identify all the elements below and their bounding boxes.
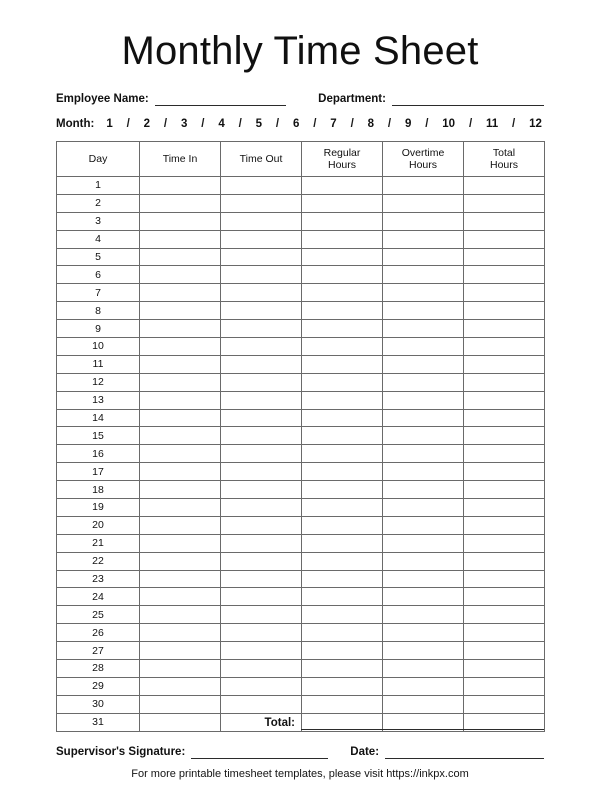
entry-cell-regular-hours[interactable] bbox=[302, 355, 383, 373]
day-cell: 21 bbox=[57, 534, 140, 552]
entry-cell-total-hours[interactable] bbox=[464, 677, 545, 695]
day-cell: 31 bbox=[57, 713, 140, 731]
month-separator: / bbox=[350, 118, 354, 130]
day-cell: 1 bbox=[57, 177, 140, 195]
table-row bbox=[57, 677, 545, 695]
entry-cell-total-hours[interactable] bbox=[464, 463, 545, 481]
entry-cell-time-out[interactable] bbox=[221, 177, 302, 195]
entry-cell-total-hours[interactable] bbox=[464, 212, 545, 230]
entry-cell-total-hours[interactable] bbox=[464, 552, 545, 570]
entry-cell-overtime-hours[interactable] bbox=[383, 660, 464, 678]
entry-cell-time-in[interactable] bbox=[140, 463, 221, 481]
entry-cell-total-hours[interactable] bbox=[464, 445, 545, 463]
day-cell: 23 bbox=[57, 570, 140, 588]
entry-cell-regular-hours[interactable] bbox=[302, 338, 383, 356]
day-cell: 7 bbox=[57, 284, 140, 302]
entry-cell-time-out[interactable] bbox=[221, 230, 302, 248]
entry-cell-time-in[interactable] bbox=[140, 248, 221, 266]
entry-cell-time-in[interactable] bbox=[140, 624, 221, 642]
day-cell: 16 bbox=[57, 445, 140, 463]
entry-cell-total-hours[interactable] bbox=[464, 409, 545, 427]
table-row bbox=[57, 427, 545, 445]
entry-cell-time-out[interactable] bbox=[221, 445, 302, 463]
month-separator: / bbox=[512, 118, 516, 130]
day-cell: 4 bbox=[57, 230, 140, 248]
entry-cell-time-out[interactable] bbox=[221, 481, 302, 499]
entry-cell-overtime-hours[interactable] bbox=[383, 588, 464, 606]
entry-cell-overtime-hours[interactable] bbox=[383, 409, 464, 427]
supervisor-signature-label: Supervisor's Signature: bbox=[56, 746, 186, 758]
entry-cell-regular-hours[interactable] bbox=[302, 177, 383, 195]
entry-cell-total-hours[interactable] bbox=[464, 177, 545, 195]
entry-cell-time-out[interactable] bbox=[221, 516, 302, 534]
table-row bbox=[57, 588, 545, 606]
entry-cell-overtime-hours[interactable] bbox=[383, 695, 464, 713]
entry-cell-time-in[interactable] bbox=[140, 302, 221, 320]
month-option-1[interactable]: 1 bbox=[106, 118, 113, 130]
entry-cell-regular-hours[interactable] bbox=[302, 248, 383, 266]
table-row bbox=[57, 642, 545, 660]
entry-cell-overtime-hours[interactable] bbox=[383, 194, 464, 212]
table-row bbox=[57, 570, 545, 588]
entry-cell-time-out[interactable] bbox=[221, 570, 302, 588]
entry-cell-overtime-hours[interactable] bbox=[383, 445, 464, 463]
supervisor-signature-input[interactable] bbox=[191, 745, 328, 759]
day-cell: 6 bbox=[57, 266, 140, 284]
table-row bbox=[57, 499, 545, 517]
day-cell: 20 bbox=[57, 516, 140, 534]
entry-cell-overtime-hours[interactable] bbox=[383, 499, 464, 517]
entry-cell-time-in[interactable] bbox=[140, 606, 221, 624]
month-separator: / bbox=[313, 118, 317, 130]
entry-cell-regular-hours[interactable] bbox=[302, 463, 383, 481]
month-option-7[interactable]: 7 bbox=[330, 118, 337, 130]
entry-cell-total-hours[interactable] bbox=[464, 248, 545, 266]
entry-cell-regular-hours[interactable] bbox=[302, 588, 383, 606]
entry-cell-time-out[interactable] bbox=[221, 588, 302, 606]
table-body bbox=[57, 177, 545, 732]
entry-cell-time-out[interactable] bbox=[221, 355, 302, 373]
month-option-11[interactable]: 11 bbox=[486, 118, 499, 130]
entry-cell-time-in[interactable] bbox=[140, 230, 221, 248]
column-header-line: Time In bbox=[162, 152, 198, 165]
month-selector-row bbox=[56, 116, 544, 132]
entry-cell-regular-hours[interactable] bbox=[302, 230, 383, 248]
month-option-3[interactable]: 3 bbox=[180, 118, 188, 130]
entry-cell-regular-hours[interactable] bbox=[302, 606, 383, 624]
day-cell: 22 bbox=[57, 552, 140, 570]
department-label: Department: bbox=[318, 93, 386, 105]
table-row bbox=[57, 355, 545, 373]
entry-cell-regular-hours[interactable] bbox=[302, 481, 383, 499]
entry-cell-regular-hours[interactable] bbox=[302, 552, 383, 570]
entry-cell-regular-hours[interactable] bbox=[302, 302, 383, 320]
entry-cell-regular-hours[interactable] bbox=[302, 427, 383, 445]
day-cell: 13 bbox=[57, 391, 140, 409]
date-label: Date: bbox=[350, 746, 380, 758]
entry-cell-time-out[interactable] bbox=[221, 463, 302, 481]
table-row bbox=[57, 409, 545, 427]
entry-cell-total-hours[interactable] bbox=[464, 320, 545, 338]
day-cell: 14 bbox=[57, 409, 140, 427]
entry-cell-time-in[interactable] bbox=[140, 284, 221, 302]
entry-cell-regular-hours[interactable] bbox=[302, 391, 383, 409]
entry-cell-total-hours[interactable] bbox=[464, 660, 545, 678]
month-options bbox=[106, 118, 544, 130]
entry-cell-overtime-hours[interactable] bbox=[383, 516, 464, 534]
column-header-line: Total bbox=[492, 146, 516, 159]
month-separator: / bbox=[163, 118, 168, 130]
entry-cell-total-hours[interactable] bbox=[464, 194, 545, 212]
entry-cell-regular-hours[interactable] bbox=[302, 677, 383, 695]
table-header-row bbox=[57, 142, 545, 177]
entry-cell-time-out[interactable] bbox=[221, 427, 302, 445]
month-label: Month: bbox=[56, 118, 95, 130]
table-row bbox=[57, 552, 545, 570]
entry-cell-overtime-hours[interactable] bbox=[383, 534, 464, 552]
timesheet-table bbox=[56, 141, 545, 732]
column-header-line: Hours bbox=[327, 159, 356, 171]
signature-row bbox=[56, 741, 544, 759]
entry-cell-time-out[interactable] bbox=[221, 212, 302, 230]
table-row bbox=[57, 230, 545, 248]
entry-cell-time-in[interactable] bbox=[140, 677, 221, 695]
entry-cell-total-hours[interactable] bbox=[464, 516, 545, 534]
entry-cell-time-in[interactable] bbox=[140, 212, 221, 230]
column-header-regular-hours bbox=[302, 142, 383, 177]
column-header-time-in bbox=[140, 142, 221, 177]
table-row bbox=[57, 624, 545, 642]
entry-cell-total-hours[interactable] bbox=[464, 534, 545, 552]
table-row bbox=[57, 320, 545, 338]
entry-cell-total-hours[interactable] bbox=[464, 427, 545, 445]
column-header-total-hours bbox=[464, 142, 545, 177]
entry-cell-overtime-hours[interactable] bbox=[383, 624, 464, 642]
entry-cell-regular-hours[interactable] bbox=[302, 695, 383, 713]
table-row bbox=[57, 481, 545, 499]
entry-cell-time-out[interactable] bbox=[221, 660, 302, 678]
entry-cell-time-in[interactable] bbox=[140, 695, 221, 713]
entry-cell-time-in[interactable] bbox=[140, 391, 221, 409]
entry-cell-total-hours[interactable] bbox=[464, 499, 545, 517]
column-header-day bbox=[57, 142, 140, 177]
column-header-time-out bbox=[221, 142, 302, 177]
entry-cell-overtime-hours[interactable] bbox=[383, 677, 464, 695]
month-separator: / bbox=[201, 118, 205, 130]
entry-cell-regular-hours[interactable] bbox=[302, 212, 383, 230]
table-row bbox=[57, 445, 545, 463]
day-cell: 25 bbox=[57, 606, 140, 624]
month-option-5[interactable]: 5 bbox=[255, 118, 263, 130]
entry-cell-regular-hours[interactable] bbox=[302, 660, 383, 678]
entry-cell-regular-hours[interactable] bbox=[302, 624, 383, 642]
column-header-line: Hours bbox=[489, 159, 518, 171]
day-cell: 12 bbox=[57, 373, 140, 391]
entry-cell-total-hours[interactable] bbox=[464, 302, 545, 320]
day-cell: 30 bbox=[57, 695, 140, 713]
entry-cell-overtime-hours[interactable] bbox=[383, 212, 464, 230]
month-option-4[interactable]: 4 bbox=[218, 118, 225, 130]
entry-cell-regular-hours[interactable] bbox=[302, 409, 383, 427]
entry-cell-time-out[interactable] bbox=[221, 695, 302, 713]
entry-cell-total-hours[interactable] bbox=[464, 588, 545, 606]
entry-cell-total-hours[interactable] bbox=[464, 606, 545, 624]
entry-cell-regular-hours[interactable] bbox=[302, 534, 383, 552]
entry-cell-overtime-hours[interactable] bbox=[383, 427, 464, 445]
column-header-line: Overtime bbox=[401, 146, 445, 159]
entry-cell-time-in[interactable] bbox=[140, 445, 221, 463]
date-input[interactable] bbox=[385, 745, 544, 759]
entry-cell-overtime-hours[interactable] bbox=[383, 606, 464, 624]
employee-info-row bbox=[56, 88, 544, 106]
table-row bbox=[57, 302, 545, 320]
entry-cell-time-out[interactable] bbox=[221, 677, 302, 695]
entry-cell-time-in[interactable] bbox=[140, 373, 221, 391]
table-row bbox=[57, 695, 545, 713]
entry-cell-overtime-hours[interactable] bbox=[383, 177, 464, 195]
entry-cell-time-in[interactable] bbox=[140, 481, 221, 499]
entry-cell-time-in[interactable] bbox=[140, 194, 221, 212]
entry-cell-time-out[interactable] bbox=[221, 284, 302, 302]
entry-cell-time-in[interactable] bbox=[140, 177, 221, 195]
entry-cell-overtime-hours[interactable] bbox=[383, 642, 464, 660]
entry-cell-regular-hours[interactable] bbox=[302, 320, 383, 338]
department-input[interactable] bbox=[392, 92, 544, 106]
day-cell: 17 bbox=[57, 463, 140, 481]
total-label: Total: bbox=[264, 717, 295, 729]
table-row bbox=[57, 391, 545, 409]
entry-cell-total-hours[interactable] bbox=[464, 624, 545, 642]
table-row bbox=[57, 534, 545, 552]
entry-cell-time-out[interactable] bbox=[221, 642, 302, 660]
table-row bbox=[57, 660, 545, 678]
month-separator: / bbox=[126, 118, 130, 130]
entry-cell-regular-hours[interactable] bbox=[302, 194, 383, 212]
entry-cell-regular-hours[interactable] bbox=[302, 284, 383, 302]
entry-cell-overtime-hours[interactable] bbox=[383, 320, 464, 338]
day-cell: 9 bbox=[57, 320, 140, 338]
month-separator: / bbox=[425, 118, 429, 130]
entry-cell-regular-hours[interactable] bbox=[302, 570, 383, 588]
month-option-12[interactable]: 12 bbox=[529, 118, 542, 130]
entry-cell-time-in[interactable] bbox=[140, 534, 221, 552]
entry-cell-time-out[interactable] bbox=[221, 624, 302, 642]
entry-cell-overtime-hours[interactable] bbox=[383, 373, 464, 391]
entry-cell-time-in[interactable] bbox=[140, 588, 221, 606]
entry-cell-regular-hours[interactable] bbox=[302, 499, 383, 517]
month-option-6[interactable]: 6 bbox=[292, 118, 300, 130]
column-header-line: Time Out bbox=[239, 152, 283, 165]
day-cell: 26 bbox=[57, 624, 140, 642]
entry-cell-time-out[interactable] bbox=[221, 499, 302, 517]
entry-cell-total-hours[interactable] bbox=[464, 391, 545, 409]
entry-cell-time-in[interactable] bbox=[140, 266, 221, 284]
month-separator: / bbox=[238, 118, 242, 130]
entry-cell-time-in[interactable] bbox=[140, 409, 221, 427]
entry-cell-overtime-hours[interactable] bbox=[383, 338, 464, 356]
entry-cell-time-in[interactable] bbox=[140, 499, 221, 517]
entry-cell-time-out[interactable] bbox=[221, 409, 302, 427]
month-separator: / bbox=[387, 118, 392, 130]
table-row bbox=[57, 212, 545, 230]
entry-cell-time-out[interactable] bbox=[221, 534, 302, 552]
entry-cell-time-in[interactable] bbox=[140, 570, 221, 588]
entry-cell-overtime-hours[interactable] bbox=[383, 391, 464, 409]
entry-cell-time-out[interactable] bbox=[221, 194, 302, 212]
entry-cell-regular-hours[interactable] bbox=[302, 516, 383, 534]
table-row bbox=[57, 266, 545, 284]
entry-cell-overtime-hours[interactable] bbox=[383, 481, 464, 499]
entry-cell-overtime-hours[interactable] bbox=[383, 355, 464, 373]
entry-cell-overtime-hours[interactable] bbox=[383, 302, 464, 320]
table-row bbox=[57, 284, 545, 302]
entry-cell-time-out[interactable] bbox=[221, 373, 302, 391]
entry-cell-time-out[interactable] bbox=[221, 606, 302, 624]
entry-cell-total-hours[interactable] bbox=[464, 338, 545, 356]
table-row bbox=[57, 516, 545, 534]
entry-cell-total-hours[interactable] bbox=[464, 642, 545, 660]
day-cell: 2 bbox=[57, 194, 140, 212]
table-row bbox=[57, 248, 545, 266]
entry-cell-total-hours[interactable] bbox=[464, 355, 545, 373]
table-row bbox=[57, 373, 545, 391]
entry-cell-time-in[interactable] bbox=[140, 355, 221, 373]
entry-cell-time-out[interactable] bbox=[221, 302, 302, 320]
month-option-10[interactable]: 10 bbox=[442, 118, 456, 130]
table-row bbox=[57, 606, 545, 624]
month-option-9[interactable]: 9 bbox=[404, 118, 412, 130]
day-cell: 27 bbox=[57, 642, 140, 660]
entry-cell-overtime-hours[interactable] bbox=[383, 552, 464, 570]
entry-cell-time-out[interactable] bbox=[221, 391, 302, 409]
entry-cell-overtime-hours[interactable] bbox=[383, 570, 464, 588]
entry-cell-time-in[interactable] bbox=[140, 516, 221, 534]
table-row bbox=[57, 194, 545, 212]
table-row bbox=[57, 338, 545, 356]
entry-cell-time-in[interactable] bbox=[140, 338, 221, 356]
entry-cell-regular-hours[interactable] bbox=[302, 445, 383, 463]
entry-cell-regular-hours[interactable] bbox=[302, 373, 383, 391]
entry-cell-total-hours[interactable] bbox=[464, 266, 545, 284]
table-row bbox=[57, 177, 545, 195]
entry-cell-time-out[interactable] bbox=[221, 320, 302, 338]
entry-cell-overtime-hours[interactable] bbox=[383, 248, 464, 266]
day-cell: 29 bbox=[57, 677, 140, 695]
entry-cell-total-hours[interactable] bbox=[464, 481, 545, 499]
column-header-line: Regular bbox=[323, 146, 361, 159]
column-header-line: Hours bbox=[408, 159, 437, 171]
entry-cell-total-hours[interactable] bbox=[464, 284, 545, 302]
entry-cell-total-hours[interactable] bbox=[464, 373, 545, 391]
entry-cell-total-hours[interactable] bbox=[464, 570, 545, 588]
column-header-line: Day bbox=[88, 152, 108, 165]
entry-cell-total-hours[interactable] bbox=[464, 695, 545, 713]
entry-cell-time-in[interactable] bbox=[140, 320, 221, 338]
month-option-8[interactable]: 8 bbox=[367, 118, 375, 130]
entry-cell-time-in[interactable] bbox=[140, 552, 221, 570]
entry-cell-overtime-hours[interactable] bbox=[383, 463, 464, 481]
total-input[interactable] bbox=[301, 716, 544, 730]
entry-cell-time-in[interactable] bbox=[140, 427, 221, 445]
day-cell: 18 bbox=[57, 481, 140, 499]
entry-cell-time-out[interactable] bbox=[221, 248, 302, 266]
day-cell: 3 bbox=[57, 212, 140, 230]
day-cell: 10 bbox=[57, 338, 140, 356]
table-row bbox=[57, 463, 545, 481]
entry-cell-overtime-hours[interactable] bbox=[383, 284, 464, 302]
entry-cell-time-out[interactable] bbox=[221, 338, 302, 356]
entry-cell-time-in[interactable] bbox=[140, 660, 221, 678]
total-row bbox=[56, 712, 544, 730]
day-cell: 28 bbox=[57, 660, 140, 678]
day-cell: 11 bbox=[57, 355, 140, 373]
entry-cell-total-hours[interactable] bbox=[464, 230, 545, 248]
footer-note: For more printable timesheet templates, please visit https://inkpx.com bbox=[131, 768, 469, 780]
month-separator: / bbox=[468, 118, 473, 130]
column-header-overtime-hours bbox=[383, 142, 464, 177]
day-cell: 15 bbox=[57, 427, 140, 445]
entry-cell-overtime-hours[interactable] bbox=[383, 230, 464, 248]
entry-cell-overtime-hours[interactable] bbox=[383, 266, 464, 284]
entry-cell-regular-hours[interactable] bbox=[302, 642, 383, 660]
entry-cell-regular-hours[interactable] bbox=[302, 266, 383, 284]
employee-name-label: Employee Name: bbox=[56, 93, 149, 105]
entry-cell-time-out[interactable] bbox=[221, 266, 302, 284]
day-cell: 24 bbox=[57, 588, 140, 606]
employee-name-input[interactable] bbox=[155, 92, 286, 106]
month-option-2[interactable]: 2 bbox=[143, 118, 151, 130]
entry-cell-time-in[interactable] bbox=[140, 642, 221, 660]
entry-cell-time-out[interactable] bbox=[221, 552, 302, 570]
day-cell: 19 bbox=[57, 499, 140, 517]
page-title: Monthly Time Sheet bbox=[121, 29, 479, 73]
day-cell: 8 bbox=[57, 302, 140, 320]
day-cell: 5 bbox=[57, 248, 140, 266]
month-separator: / bbox=[275, 118, 280, 130]
